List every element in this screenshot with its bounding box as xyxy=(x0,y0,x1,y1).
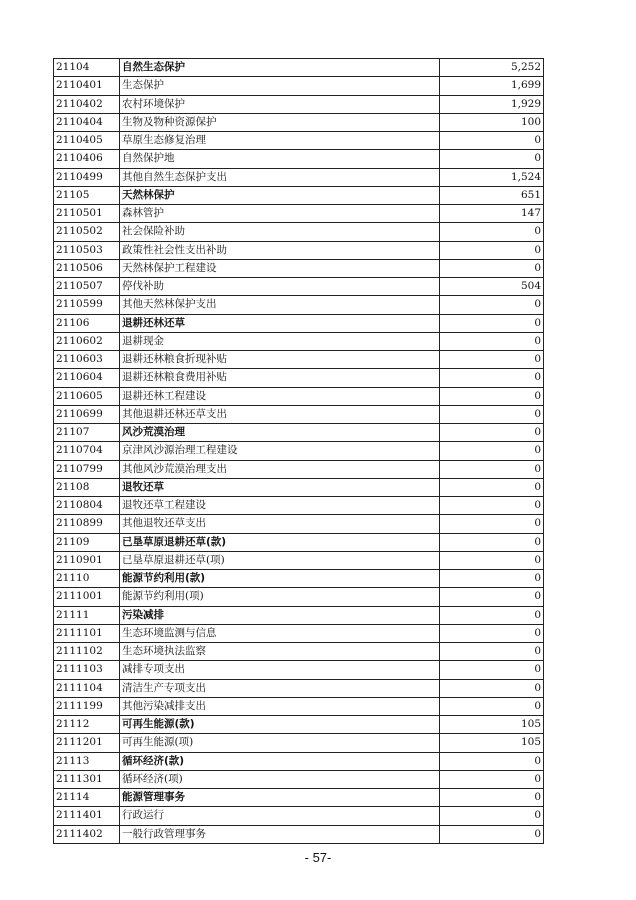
subject-code-cell: 2110405 xyxy=(54,132,120,150)
table-row xyxy=(54,570,544,588)
subject-name-cell: 退耕还林还草 xyxy=(120,314,440,332)
subject-code-cell: 21113 xyxy=(54,752,120,770)
subject-name-cell: 循环经济(款) xyxy=(120,752,440,770)
subject-code-cell: 2111001 xyxy=(54,588,120,606)
subject-code-cell: 2110506 xyxy=(54,259,120,277)
table-row xyxy=(54,59,544,77)
table-row xyxy=(54,624,544,642)
table-row xyxy=(54,825,544,843)
subject-code-cell: 2111401 xyxy=(54,807,120,825)
amount-cell: 5,252 xyxy=(440,59,544,77)
subject-name-cell: 停伐补助 xyxy=(120,278,440,296)
subject-code-cell: 2110499 xyxy=(54,168,120,186)
table-row xyxy=(54,150,544,168)
subject-code-cell: 2111104 xyxy=(54,679,120,697)
amount-cell: 0 xyxy=(440,570,544,588)
subject-code-cell: 2110501 xyxy=(54,205,120,223)
subject-code-cell: 2111402 xyxy=(54,825,120,843)
table-row xyxy=(54,168,544,186)
subject-name-cell: 其他自然生态保护支出 xyxy=(120,168,440,186)
table-row xyxy=(54,460,544,478)
amount-cell: 0 xyxy=(440,515,544,533)
subject-name-cell: 生态环境监测与信息 xyxy=(120,624,440,642)
subject-name-cell: 其他退牧还草支出 xyxy=(120,515,440,533)
subject-code-cell: 2111301 xyxy=(54,770,120,788)
amount-cell: 0 xyxy=(440,752,544,770)
subject-name-cell: 能源节约利用(款) xyxy=(120,570,440,588)
subject-name-cell: 循环经济(项) xyxy=(120,770,440,788)
table-row xyxy=(54,752,544,770)
subject-code-cell: 2110804 xyxy=(54,497,120,515)
subject-name-cell: 清洁生产专项支出 xyxy=(120,679,440,697)
table-row xyxy=(54,643,544,661)
amount-cell: 0 xyxy=(440,825,544,843)
subject-name-cell: 其他天然林保护支出 xyxy=(120,296,440,314)
subject-name-cell: 社会保险补助 xyxy=(120,223,440,241)
table-row xyxy=(54,223,544,241)
subject-code-cell: 21110 xyxy=(54,570,120,588)
table-row xyxy=(54,387,544,405)
amount-cell: 0 xyxy=(440,460,544,478)
page-number: - 57- xyxy=(304,850,332,865)
subject-code-cell: 21111 xyxy=(54,606,120,624)
subject-code-cell: 2110901 xyxy=(54,551,120,569)
subject-code-cell: 2110503 xyxy=(54,241,120,259)
table-row xyxy=(54,679,544,697)
amount-cell: 0 xyxy=(440,497,544,515)
subject-name-cell: 能源管理事务 xyxy=(120,789,440,807)
subject-code-cell: 2110406 xyxy=(54,150,120,168)
subject-name-cell: 退耕还林粮食费用补贴 xyxy=(120,369,440,387)
amount-cell: 0 xyxy=(440,697,544,715)
subject-code-cell: 2110603 xyxy=(54,351,120,369)
amount-cell: 504 xyxy=(440,278,544,296)
amount-cell: 0 xyxy=(440,332,544,350)
subject-name-cell: 退牧还草工程建设 xyxy=(120,497,440,515)
amount-cell: 0 xyxy=(440,807,544,825)
subject-code-cell: 2111101 xyxy=(54,624,120,642)
amount-cell: 0 xyxy=(440,478,544,496)
amount-cell: 0 xyxy=(440,643,544,661)
subject-code-cell: 2110605 xyxy=(54,387,120,405)
table-row xyxy=(54,789,544,807)
subject-name-cell: 退牧还草 xyxy=(120,478,440,496)
amount-cell: 1,929 xyxy=(440,95,544,113)
amount-cell: 0 xyxy=(440,424,544,442)
subject-code-cell: 21106 xyxy=(54,314,120,332)
subject-name-cell: 其他污染减排支出 xyxy=(120,697,440,715)
subject-name-cell: 退耕还林粮食折现补贴 xyxy=(120,351,440,369)
table-row xyxy=(54,132,544,150)
table-row xyxy=(54,296,544,314)
subject-code-cell: 2111199 xyxy=(54,697,120,715)
table-row xyxy=(54,405,544,423)
subject-code-cell: 2110404 xyxy=(54,113,120,131)
subject-code-cell: 2110704 xyxy=(54,442,120,460)
amount-cell: 0 xyxy=(440,259,544,277)
subject-name-cell: 生物及物种资源保护 xyxy=(120,113,440,131)
amount-cell: 0 xyxy=(440,387,544,405)
subject-name-cell: 行政运行 xyxy=(120,807,440,825)
subject-name-cell: 其他风沙荒漠治理支出 xyxy=(120,460,440,478)
table-row xyxy=(54,424,544,442)
subject-name-cell: 农村环境保护 xyxy=(120,95,440,113)
amount-cell: 0 xyxy=(440,533,544,551)
subject-name-cell: 退耕现金 xyxy=(120,332,440,350)
table-row xyxy=(54,205,544,223)
subject-name-cell: 生态环境执法监察 xyxy=(120,643,440,661)
subject-name-cell: 可再生能源(款) xyxy=(120,716,440,734)
table-row xyxy=(54,515,544,533)
table-row xyxy=(54,497,544,515)
table-row xyxy=(54,241,544,259)
amount-cell: 0 xyxy=(440,588,544,606)
table-row xyxy=(54,95,544,113)
table-row xyxy=(54,770,544,788)
subject-name-cell: 减排专项支出 xyxy=(120,661,440,679)
amount-cell: 0 xyxy=(440,241,544,259)
subject-code-cell: 21108 xyxy=(54,478,120,496)
table-row xyxy=(54,606,544,624)
table-row xyxy=(54,259,544,277)
amount-cell: 1,699 xyxy=(440,77,544,95)
subject-name-cell: 政策性社会性支出补助 xyxy=(120,241,440,259)
subject-name-cell: 能源节约利用(项) xyxy=(120,588,440,606)
subject-name-cell: 天然林保护 xyxy=(120,186,440,204)
table-row xyxy=(54,278,544,296)
subject-name-cell: 草原生态修复治理 xyxy=(120,132,440,150)
subject-code-cell: 2110401 xyxy=(54,77,120,95)
subject-name-cell: 京津风沙源治理工程建设 xyxy=(120,442,440,460)
subject-name-cell: 森林管护 xyxy=(120,205,440,223)
table-body xyxy=(54,59,544,844)
subject-name-cell: 其他退耕还林还草支出 xyxy=(120,405,440,423)
table-row xyxy=(54,478,544,496)
amount-cell: 0 xyxy=(440,132,544,150)
subject-code-cell: 21104 xyxy=(54,59,120,77)
subject-code-cell: 2110604 xyxy=(54,369,120,387)
subject-code-cell: 2110699 xyxy=(54,405,120,423)
amount-cell: 105 xyxy=(440,734,544,752)
table-row xyxy=(54,588,544,606)
subject-name-cell: 天然林保护工程建设 xyxy=(120,259,440,277)
amount-cell: 100 xyxy=(440,113,544,131)
amount-cell: 0 xyxy=(440,770,544,788)
subject-code-cell: 21109 xyxy=(54,533,120,551)
subject-name-cell: 已垦草原退耕还草(款) xyxy=(120,533,440,551)
subject-code-cell: 2110507 xyxy=(54,278,120,296)
table-row xyxy=(54,533,544,551)
amount-cell: 0 xyxy=(440,551,544,569)
subject-name-cell: 污染减排 xyxy=(120,606,440,624)
subject-code-cell: 2110402 xyxy=(54,95,120,113)
subject-name-cell: 退耕还林工程建设 xyxy=(120,387,440,405)
table-row xyxy=(54,113,544,131)
subject-code-cell: 21107 xyxy=(54,424,120,442)
table-row xyxy=(54,77,544,95)
amount-cell: 0 xyxy=(440,223,544,241)
amount-cell: 0 xyxy=(440,150,544,168)
amount-cell: 0 xyxy=(440,624,544,642)
subject-code-cell: 21112 xyxy=(54,716,120,734)
amount-cell: 1,524 xyxy=(440,168,544,186)
amount-cell: 651 xyxy=(440,186,544,204)
table-row xyxy=(54,314,544,332)
subject-name-cell: 风沙荒漠治理 xyxy=(120,424,440,442)
amount-cell: 0 xyxy=(440,314,544,332)
table-row xyxy=(54,807,544,825)
subject-code-cell: 2111103 xyxy=(54,661,120,679)
subject-name-cell: 生态保护 xyxy=(120,77,440,95)
subject-code-cell: 21114 xyxy=(54,789,120,807)
amount-cell: 0 xyxy=(440,405,544,423)
subject-code-cell: 2110899 xyxy=(54,515,120,533)
table-row xyxy=(54,697,544,715)
subject-code-cell: 2111201 xyxy=(54,734,120,752)
table-row xyxy=(54,351,544,369)
amount-cell: 0 xyxy=(440,369,544,387)
subject-code-cell: 2111102 xyxy=(54,643,120,661)
amount-cell: 0 xyxy=(440,351,544,369)
table-row xyxy=(54,551,544,569)
subject-code-cell: 2110502 xyxy=(54,223,120,241)
subject-code-cell: 2110602 xyxy=(54,332,120,350)
table-row xyxy=(54,332,544,350)
subject-name-cell: 自然生态保护 xyxy=(120,59,440,77)
amount-cell: 0 xyxy=(440,296,544,314)
amount-cell: 0 xyxy=(440,606,544,624)
subject-code-cell: 2110599 xyxy=(54,296,120,314)
amount-cell: 0 xyxy=(440,789,544,807)
table-row xyxy=(54,716,544,734)
amount-cell: 0 xyxy=(440,679,544,697)
amount-cell: 0 xyxy=(440,442,544,460)
subject-name-cell: 自然保护地 xyxy=(120,150,440,168)
table-row xyxy=(54,661,544,679)
table-row xyxy=(54,186,544,204)
amount-cell: 147 xyxy=(440,205,544,223)
subject-name-cell: 可再生能源(项) xyxy=(120,734,440,752)
table-row xyxy=(54,442,544,460)
amount-cell: 0 xyxy=(440,661,544,679)
table-row xyxy=(54,734,544,752)
amount-cell: 105 xyxy=(440,716,544,734)
subject-code-cell: 2110799 xyxy=(54,460,120,478)
table-row xyxy=(54,369,544,387)
budget-table xyxy=(53,58,544,844)
subject-code-cell: 21105 xyxy=(54,186,120,204)
subject-name-cell: 一般行政管理事务 xyxy=(120,825,440,843)
subject-name-cell: 已垦草原退耕还草(项) xyxy=(120,551,440,569)
